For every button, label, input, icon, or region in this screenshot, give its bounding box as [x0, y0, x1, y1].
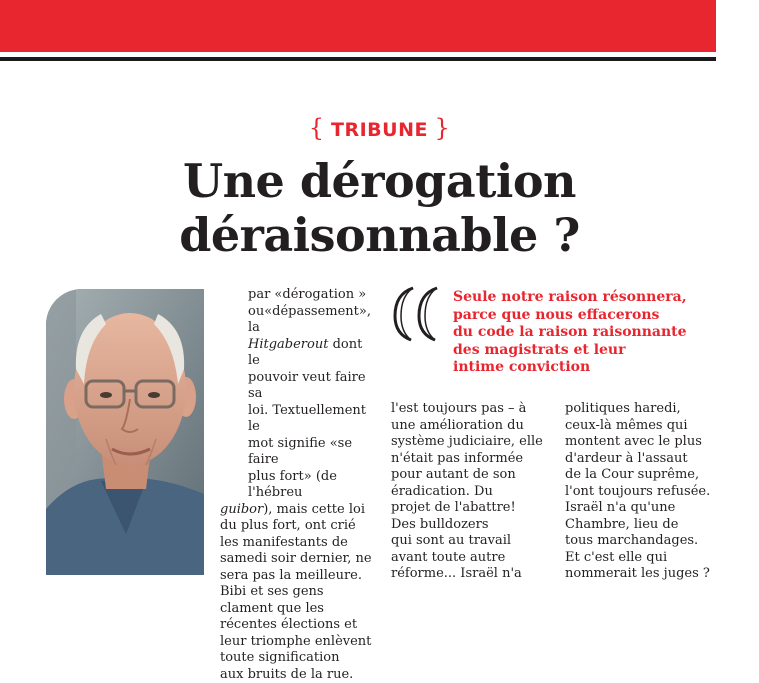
column-1-line: du plus fort, ont crié	[220, 518, 375, 535]
column-3-line: politiques haredi,	[565, 401, 720, 418]
column-2-line: Des bulldozers	[391, 517, 551, 534]
column-1-line: clament que les	[220, 601, 375, 618]
author-portrait-illustration	[46, 289, 204, 575]
column-3-line: Israël n'a qu'une	[565, 500, 720, 517]
column-2-line: qui sont au travail	[391, 533, 551, 550]
article-column-2	[391, 401, 551, 583]
header-rule	[0, 57, 716, 61]
column-3-line: tous marchandages.	[565, 533, 720, 550]
column-3-line: Chambre, lieu de	[565, 517, 720, 534]
column-2-line: avant toute autre	[391, 550, 551, 567]
column-3-line: nommerait les juges ?	[565, 566, 720, 583]
section-kicker	[0, 114, 759, 142]
column-1-line: par «dérogation »	[220, 287, 375, 304]
pull-quote-line: Seule notre raison résonnera,	[453, 289, 723, 307]
column-1-text: dont le	[248, 337, 362, 369]
column-3-line: ceux-là mêmes qui	[565, 418, 720, 435]
article-column-3	[565, 401, 720, 583]
column-1-line: plus fort» (de l'hébreu	[220, 469, 375, 502]
pull-quote-line: intime conviction	[453, 359, 723, 377]
column-3-line: de la Cour suprême,	[565, 467, 720, 484]
column-3-line: l'ont toujours refusée.	[565, 484, 720, 501]
column-1-line: récentes élections et	[220, 617, 375, 634]
open-quote-icon	[391, 284, 443, 344]
kicker-label: TRIBUNE	[331, 119, 428, 141]
kicker-close-brace: }	[435, 114, 451, 142]
pull-quote	[453, 289, 723, 377]
column-1-line: toute signification	[220, 650, 375, 667]
column-1-line: Bibi et ses gens	[220, 584, 375, 601]
headline-line-1: Une dérogation	[0, 154, 759, 208]
author-photo	[46, 289, 204, 575]
column-3-line: montent avec le plus	[565, 434, 720, 451]
column-3-line: Et c'est elle qui	[565, 550, 720, 567]
column-1-line: mot signifie «se faire	[220, 436, 375, 469]
column-1-italic-term: guibor	[220, 502, 263, 517]
article-column-1	[220, 287, 375, 683]
pull-quote-line: du code la raison raisonnante	[453, 324, 723, 342]
column-2-line: pour autant de son	[391, 467, 551, 484]
headline-line-2: déraisonnable ?	[0, 208, 759, 262]
column-1-text: ), mais cette loi	[263, 502, 365, 517]
kicker-open-brace: {	[309, 114, 325, 142]
column-1-line: aux bruits de la rue.	[220, 667, 375, 683]
column-1-line	[220, 337, 375, 370]
article-headline	[0, 154, 759, 262]
column-3-line: d'ardeur à l'assaut	[565, 451, 720, 468]
column-1-line	[220, 502, 375, 519]
column-2-line: réforme... Israël n'a	[391, 566, 551, 583]
column-1-line: sera pas la meilleure.	[220, 568, 375, 585]
column-2-line: n'était pas informée	[391, 451, 551, 468]
column-1-line: leur triomphe enlèvent	[220, 634, 375, 651]
column-2-line: projet de l'abattre!	[391, 500, 551, 517]
column-1-line: pouvoir veut faire sa	[220, 370, 375, 403]
column-1-line: loi. Textuellement le	[220, 403, 375, 436]
header-red-band	[0, 0, 716, 52]
column-2-line: système judiciaire, elle	[391, 434, 551, 451]
column-2-line: éradication. Du	[391, 484, 551, 501]
column-1-line: samedi soir dernier, ne	[220, 551, 375, 568]
column-1-line: les manifestants de	[220, 535, 375, 552]
column-1-italic-term: Hitgaberout	[248, 337, 328, 352]
column-1-line: ou«dépassement», la	[220, 304, 375, 337]
column-2-line: l'est toujours pas – à	[391, 401, 551, 418]
pull-quote-line: des magistrats et leur	[453, 342, 723, 360]
pull-quote-line: parce que nous effacerons	[453, 307, 723, 325]
column-2-line: une amélioration du	[391, 418, 551, 435]
